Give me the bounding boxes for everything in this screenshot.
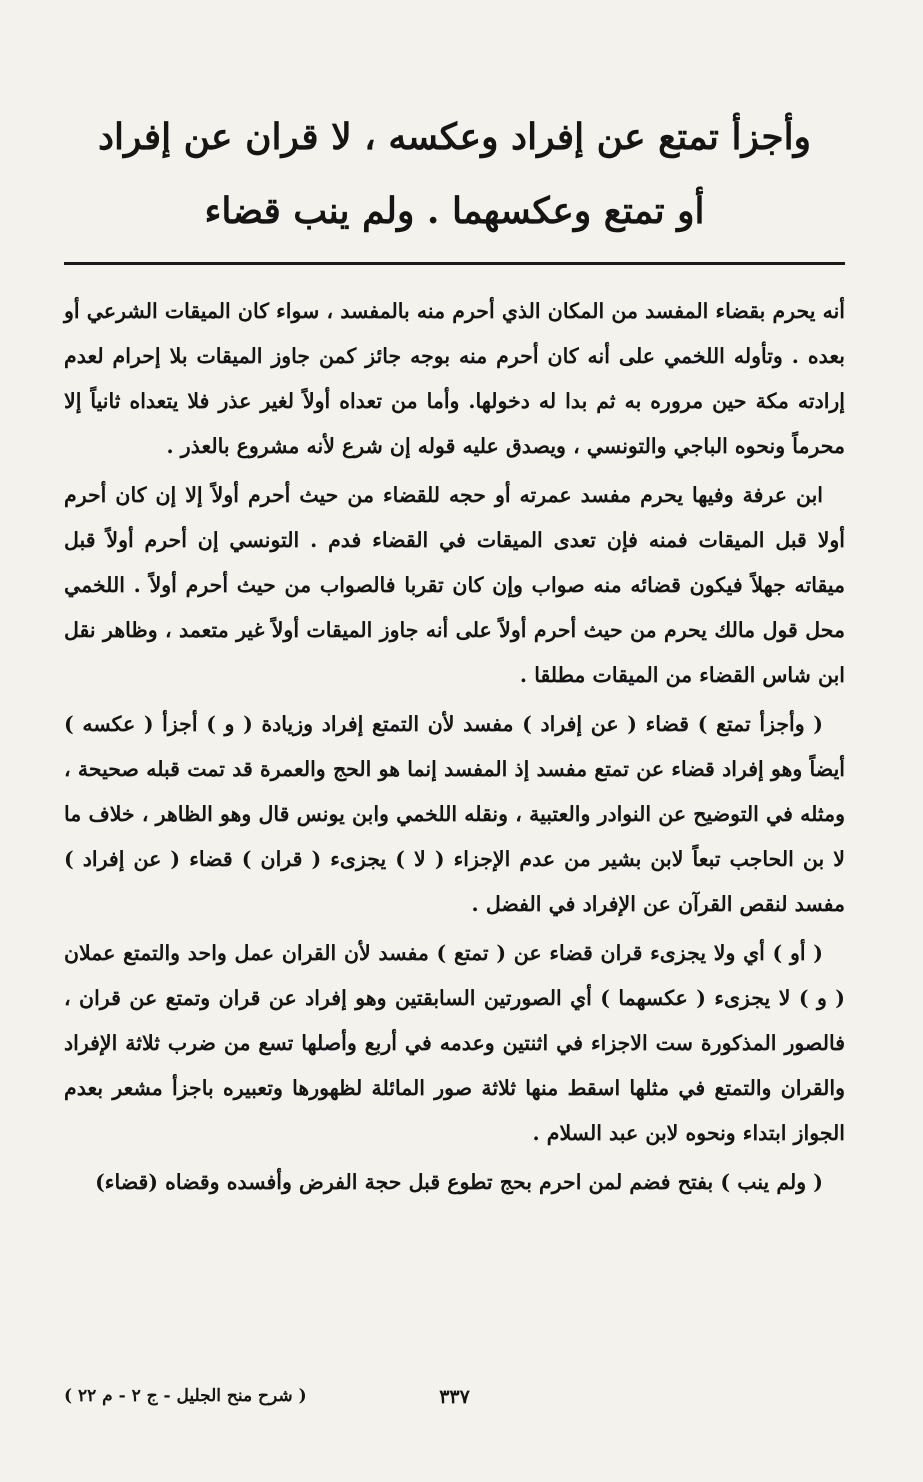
paragraph: أنه يحرم بقضاء المفسد من المكان الذي أحرم منه بالمفسد ، سواء كان الميقات الشرعي أو بعده . وتأوله اللخمي على أنه كان أحرم منه بوجه جائز كمن جاوز الميقات بلا إحرام لعدم إرادته مكة حين مروره به ثم بدا له دخولها. وأما من تعداه أولاً لغير عذر فلا يتعداه ثانياً إلا محرماً ونحوه الباجي والتونسي ، ويصدق عليه قوله إن شرع لأنه مشروع بالعذر . (64, 299, 845, 458)
document-page (0, 100, 923, 1482)
paragraph: ( أو ) أي ولا يجزىء قران قضاء عن ( تمتع ) مفسد لأن القران عمل واحد والتمتع عملان ( و ) لا يجزىء ( عكسهما ) أي الصورتين السابقتين وهو إفراد عن قران وتمتع عن قران ، فالصور المذكورة ست الاجزاء في اثنتين وعدمه في أربع وأصلها تسع من ضرب ثلاثة الإفراد والقران والتمتع في مثلها اسقط منها ثلاثة صور المائلة لظهورها وتعبيره باجزأ مشعر بعدم الجواز ابتداء ونحوه لابن عبد السلام . (64, 941, 845, 1145)
page-number: ٣٣٧ (439, 1386, 470, 1408)
paragraph: ( وأجزأ تمتع ) قضاء ( عن إفراد ) مفسد لأن التمتع إفراد وزيادة ( و ) أجزأ ( عكسه ) أيضاً وهو إفراد قضاء عن تمتع مفسد إذ المفسد إنما هو الحج والعمرة قد تمت قبله صحيحة ، ومثله في التوضيح عن النوادر والعتبية ، ونقله اللخمي وابن يونس قال وهو الظاهر ، خلاف ما لا بن الحاجب تبعاً لابن بشير من عدم الإجزاء ( لا ) يجزىء ( قران ) قضاء ( عن إفراد ) مفسد لنقص القرآن عن الإفراد في الفضل . (64, 712, 845, 916)
separator-rule (64, 262, 845, 265)
paragraph: ابن عرفة وفيها يحرم مفسد عمرته أو حجه للقضاء من حيث أحرم أولاً إلا إن كان أحرم أولا قبل الميقات فمنه فإن تعدى الميقات في القضاء فدم . التونسي إن أحرم أولاً قبل ميقاته جهلاً فيكون قضائه منه صواب وإن كان تقربا فالصواب من حيث أحرم أولاً . اللخمي محل قول مالك يحرم من حيث أحرم أولاً على أنه جاوز الميقات أولاً غير متعمد ، وظاهر نقل ابن شاس القضاء من الميقات مطلقا . (64, 483, 845, 687)
matn-line-1: وأجزأ تمتع عن إفراد وعكسه ، لا قران عن إفراد (98, 116, 811, 158)
matn-heading (64, 100, 845, 248)
matn-line-2: أو تمتع وعكسهما . ولم ينب قضاء (204, 190, 705, 232)
volume-reference: ( شرح منح الجليل - ج ٢ - م ٢٢ ) (64, 1386, 307, 1406)
commentary-body (64, 289, 845, 1205)
paragraph: ( ولم ينب ) بفتح فضم لمن احرم بحج تطوع قبل حجة الفرض وأفسده وقضاه (قضاء) (95, 1170, 823, 1194)
